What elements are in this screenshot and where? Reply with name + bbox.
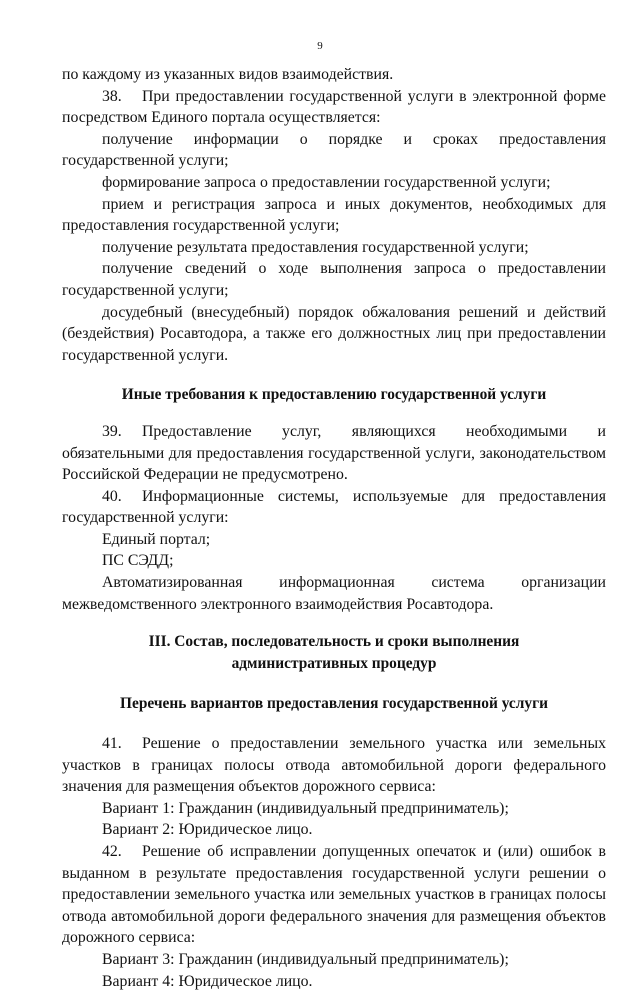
list-item: получение сведений о ходе выполнения запроса о предоставлении государственной услуги; (62, 260, 606, 299)
list-item: Автоматизированная информационная система организации межведомственного электронного взаимодействия Росавтодора. (62, 574, 606, 613)
paragraph-text: Решение о предоставлении земельного участка или земельных участков в границах полосы отвода автомобильной дороги федерального значения для размещения объектов дорожного сервиса: (62, 735, 606, 796)
paragraph-39 (62, 421, 606, 486)
list-item: прием и регистрация запроса и иных документов, необходимых для предоставления государственной услуги; (62, 195, 606, 235)
paragraph-number: 38. (102, 87, 122, 105)
paragraph-41 (62, 733, 606, 798)
paragraph-42 (62, 841, 606, 949)
page-number: 9 (317, 40, 323, 52)
list-item: ПС СЭДД; (102, 552, 174, 570)
paragraph-text: При предоставлении государственной услуги в электронной форме посредством Единого портала осуществляется: (62, 87, 606, 127)
list-item: получение результата предоставления государственной услуги; (102, 238, 529, 256)
chapter-heading-line-2: административных процедур (231, 654, 437, 672)
list-item: Единый портал; (102, 530, 211, 548)
list-item: получение информации о порядке и сроках предоставления государственной услуги; (62, 130, 606, 170)
paragraph-text: Предоставление услуг, являющихся необходимыми и обязательными для предоставления государственной услуги, законодательством Российской Федерации не предусмотрено. (62, 422, 606, 484)
variant-item: Вариант 3: Гражданин (индивидуальный предприниматель); (102, 950, 509, 968)
paragraph-number: 42. (102, 843, 122, 860)
paragraph-number: 40. (102, 487, 122, 505)
paragraph-text: Решение об исправлении допущенных опечаток и (или) ошибок в выданном в результате предоставления государственной услуги решении о предоставлении земельного участка или земельных участков в границах полосы отвода автомобильной дороги федерального значения для размещения объектов дорожного сервиса: (62, 843, 606, 947)
variant-item: Вариант 2: Юридическое лицо. (102, 821, 313, 839)
paragraph-40 (62, 486, 606, 529)
list-item: формирование запроса о предоставлении государственной услуги; (102, 173, 551, 191)
paragraph-number: 39. (102, 422, 122, 440)
paragraph-text: Информационные системы, используемые для предоставления государственной услуги: (62, 487, 606, 527)
paragraph-continuation: по каждому из указанных видов взаимодействия. (62, 66, 394, 83)
document-body (62, 64, 606, 992)
section-heading: Иные требования к предоставлению государственной услуги (121, 386, 547, 404)
section-heading: Перечень вариантов предоставления государственной услуги (120, 695, 548, 713)
variant-item: Вариант 1: Гражданин (индивидуальный предприниматель); (102, 799, 509, 817)
variant-item: Вариант 4: Юридическое лицо. (102, 972, 313, 990)
paragraph-38 (62, 86, 606, 129)
chapter-heading-line-1: III. Состав, последовательность и сроки выполнения (148, 633, 520, 651)
list-item: досудебный (внесудебный) порядок обжалования решений и действий (бездействия) Росавтодора, а также его должностных лиц при предоставлении государственной услуги. (62, 303, 606, 364)
paragraph-number: 41. (102, 735, 122, 753)
